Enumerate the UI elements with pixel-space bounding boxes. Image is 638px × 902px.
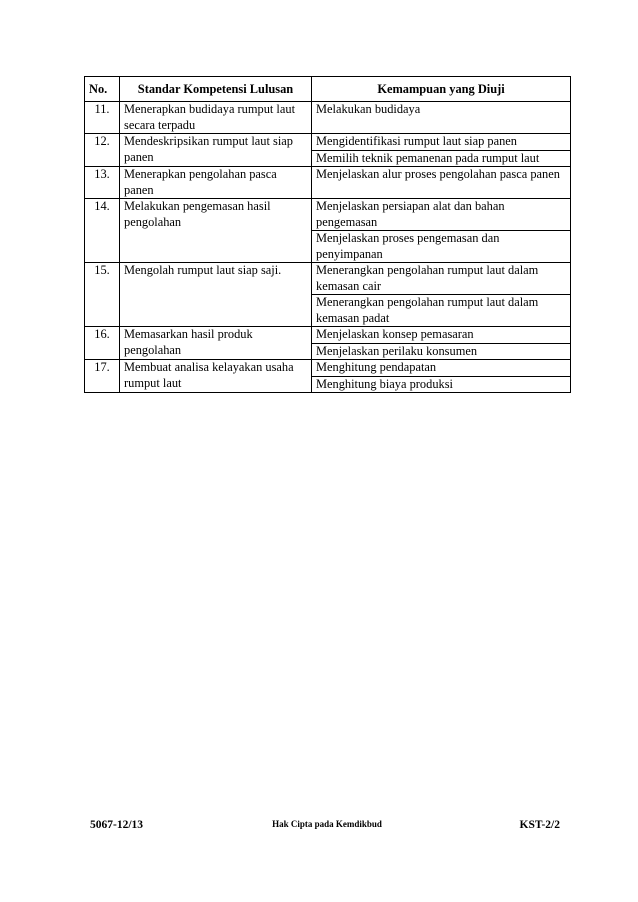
row-number: 15.: [85, 263, 120, 327]
row-number: 11.: [85, 102, 120, 134]
standar-kompetensi-cell: Mendeskripsikan rumput laut siap panen: [120, 134, 312, 167]
kemampuan-cell: Menjelaskan perilaku konsumen: [312, 343, 571, 360]
row-number: 13.: [85, 167, 120, 199]
standar-kompetensi-cell: Menerapkan budidaya rumput laut secara terpadu: [120, 102, 312, 134]
standar-kompetensi-cell: Mengolah rumput laut siap saji.: [120, 263, 312, 327]
kemampuan-cell: Menjelaskan persiapan alat dan bahan pengemasan: [312, 199, 571, 231]
table-row: [85, 327, 571, 344]
header-standar: Standar Kompetensi Lulusan: [120, 77, 312, 102]
kemampuan-cell: Mengidentifikasi rumput laut siap panen: [312, 134, 571, 151]
table-row: [85, 102, 571, 134]
row-number: 14.: [85, 199, 120, 263]
table-row: [85, 134, 571, 151]
kemampuan-cell: Menjelaskan proses pengemasan dan penyimpanan: [312, 231, 571, 263]
row-number: 12.: [85, 134, 120, 167]
table-body: [85, 102, 571, 393]
footer-copyright: Hak Cipta pada Kemdikbud: [272, 819, 382, 829]
table-row: [85, 167, 571, 199]
table-row: [85, 263, 571, 295]
standar-kompetensi-cell: Membuat analisa kelayakan usaha rumput laut: [120, 360, 312, 393]
kemampuan-cell: Melakukan budidaya: [312, 102, 571, 134]
kemampuan-cell: Menerangkan pengolahan rumput laut dalam kemasan padat: [312, 295, 571, 327]
table-header-row: [85, 77, 571, 102]
kemampuan-cell: Menghitung pendapatan: [312, 360, 571, 377]
standar-kompetensi-cell: Melakukan pengemasan hasil pengolahan: [120, 199, 312, 263]
row-number: 17.: [85, 360, 120, 393]
kemampuan-cell: Memilih teknik pemanenan pada rumput laut: [312, 150, 571, 167]
kemampuan-cell: Menghitung biaya produksi: [312, 376, 571, 393]
kemampuan-cell: Menjelaskan konsep pemasaran: [312, 327, 571, 344]
header-kemampuan: Kemampuan yang Diuji: [312, 77, 571, 102]
footer-page-number: KST-2/2: [519, 819, 560, 831]
kemampuan-cell: Menerangkan pengolahan rumput laut dalam kemasan cair: [312, 263, 571, 295]
footer-code: 5067-12/13: [90, 819, 144, 831]
standar-kompetensi-cell: Menerapkan pengolahan pasca panen: [120, 167, 312, 199]
kemampuan-cell: Menjelaskan alur proses pengolahan pasca panen: [312, 167, 571, 199]
header-no: No.: [85, 77, 120, 102]
competency-table: [84, 76, 571, 393]
table-row: [85, 360, 571, 377]
standar-kompetensi-cell: Memasarkan hasil produk pengolahan: [120, 327, 312, 360]
table-row: [85, 199, 571, 231]
row-number: 16.: [85, 327, 120, 360]
